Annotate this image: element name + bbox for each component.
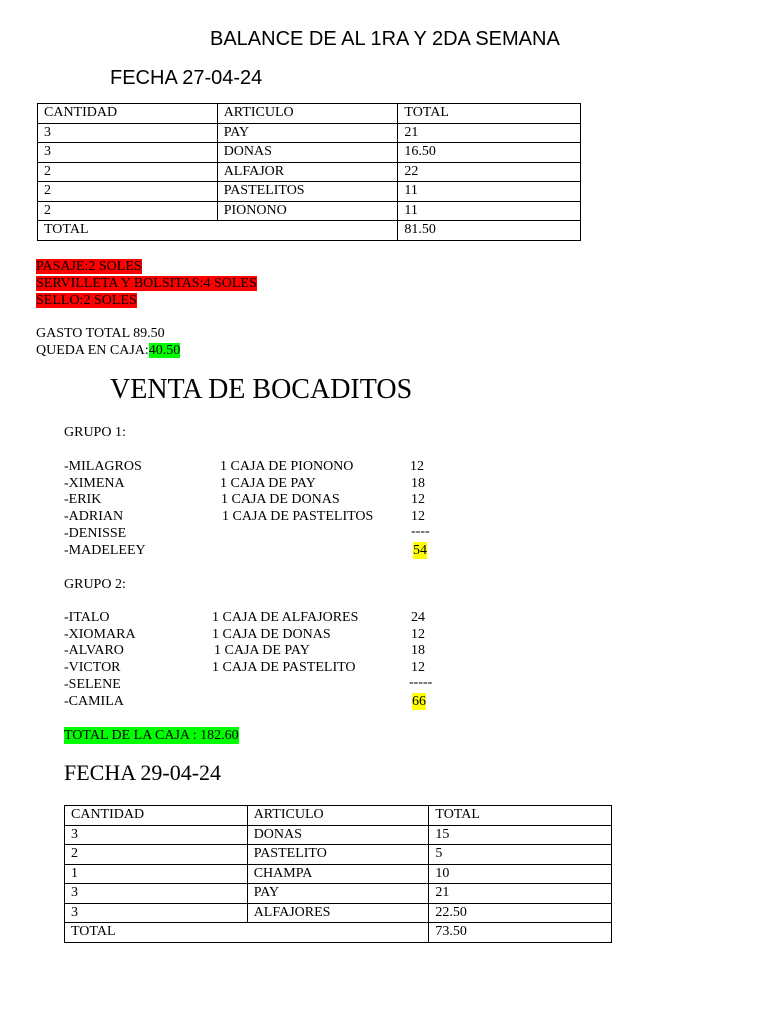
list-item-product: 1 CAJA DE DONAS	[212, 627, 331, 642]
table-row	[38, 123, 581, 143]
list-item-name: -SELENE	[64, 677, 121, 692]
cell-cantidad: 1	[65, 864, 248, 884]
total-label: TOTAL	[38, 221, 398, 241]
table-header-row	[65, 806, 612, 826]
cell-total: 22.50	[429, 903, 612, 923]
cell-cantidad: 2	[65, 845, 248, 865]
list-item-name: -ERIK	[64, 492, 102, 507]
list-item-product: 1 CAJA DE PASTELITO	[212, 660, 356, 675]
expense-item-sello: SELLO:2 SOLES	[36, 293, 137, 308]
section-title-venta: VENTA DE BOCADITOS	[110, 374, 413, 405]
cell-articulo: DONAS	[217, 143, 398, 163]
cell-articulo: PASTELITOS	[217, 182, 398, 202]
list-item-amount: 18	[411, 643, 425, 658]
list-item-product: 1 CAJA DE PASTELITOS	[222, 509, 374, 524]
list-item-name: -ALVARO	[64, 643, 124, 658]
cell-cantidad: 3	[65, 903, 248, 923]
list-item-amount: 12	[411, 509, 425, 524]
table-row	[65, 864, 612, 884]
expense-item-pasaje: PASAJE:2 SOLES	[36, 259, 142, 274]
header-articulo: ARTICULO	[247, 806, 429, 826]
cell-articulo: CHAMPA	[247, 864, 429, 884]
total-label: TOTAL	[65, 923, 429, 943]
list-item-product: 1 CAJA DE PAY	[214, 643, 310, 658]
total-value: 73.50	[429, 923, 612, 943]
cell-articulo: ALFAJOR	[217, 162, 398, 182]
gasto-total: GASTO TOTAL 89.50	[36, 326, 165, 341]
cell-total: 10	[429, 864, 612, 884]
cell-total: 11	[398, 201, 581, 221]
cell-total: 21	[398, 123, 581, 143]
cell-cantidad: 3	[65, 884, 248, 904]
table-total-row	[65, 923, 612, 943]
list-item-name: -XIOMARA	[64, 627, 136, 642]
list-item-product: 1 CAJA DE PAY	[220, 476, 316, 491]
table-row	[65, 845, 612, 865]
list-item-name: -VICTOR	[64, 660, 121, 675]
cell-total: 15	[429, 825, 612, 845]
list-item-amount: 12	[411, 627, 425, 642]
table-row	[65, 903, 612, 923]
list-item-amount: ----	[411, 524, 430, 539]
table-row	[38, 143, 581, 163]
cell-total: 5	[429, 845, 612, 865]
cell-cantidad: 2	[38, 182, 218, 202]
list-item-name: -DENISSE	[64, 526, 127, 541]
header-total: TOTAL	[398, 104, 581, 124]
table-row	[38, 201, 581, 221]
list-item-amount: 18	[411, 476, 425, 491]
list-item-product: 1 CAJA DE PIONONO	[220, 459, 354, 474]
list-item-name: -MILAGROS	[64, 459, 142, 474]
list-item-name: -ITALO	[64, 610, 110, 625]
cell-total: 11	[398, 182, 581, 202]
sales-table-2	[64, 805, 612, 943]
cell-cantidad: 3	[65, 825, 248, 845]
cell-total: 16.50	[398, 143, 581, 163]
list-item-amount: 12	[410, 459, 424, 474]
list-item-amount: 12	[411, 492, 425, 507]
cell-total: 21	[429, 884, 612, 904]
header-total: TOTAL	[429, 806, 612, 826]
cell-articulo: ALFAJORES	[247, 903, 429, 923]
cell-articulo: PIONONO	[217, 201, 398, 221]
cell-articulo: DONAS	[247, 825, 429, 845]
table-row	[65, 825, 612, 845]
table-header-row	[38, 104, 581, 124]
date-heading-1: FECHA 27-04-24	[110, 67, 263, 89]
list-item-amount: 24	[411, 610, 425, 625]
cell-cantidad: 2	[38, 162, 218, 182]
grupo2-subtotal: 66	[412, 694, 426, 709]
header-articulo: ARTICULO	[217, 104, 398, 124]
cell-cantidad: 3	[38, 123, 218, 143]
table-row	[65, 884, 612, 904]
cell-articulo: PASTELITO	[247, 845, 429, 865]
list-item-amount: -----	[409, 675, 433, 690]
grupo2-label: GRUPO 2:	[64, 577, 126, 592]
cell-cantidad: 2	[38, 201, 218, 221]
table-row	[38, 182, 581, 202]
grupo1-label: GRUPO 1:	[64, 425, 126, 440]
sales-table-1	[37, 103, 581, 241]
list-item-name: -XIMENA	[64, 476, 125, 491]
table-total-row	[38, 221, 581, 241]
queda-label: QUEDA EN CAJA:	[36, 343, 149, 358]
list-item-name: -ADRIAN	[64, 509, 124, 524]
header-cantidad: CANTIDAD	[65, 806, 248, 826]
cell-articulo: PAY	[247, 884, 429, 904]
cell-articulo: PAY	[217, 123, 398, 143]
cell-cantidad: 3	[38, 143, 218, 163]
list-item-product: 1 CAJA DE DONAS	[221, 492, 340, 507]
queda-value: 40.50	[148, 343, 181, 358]
table-row	[38, 162, 581, 182]
list-item-product: 1 CAJA DE ALFAJORES	[212, 610, 359, 625]
grupo1-subtotal: 54	[413, 543, 427, 558]
document-title: BALANCE DE AL 1RA Y 2DA SEMANA	[210, 28, 560, 50]
header-cantidad: CANTIDAD	[38, 104, 218, 124]
date-heading-2: FECHA 29-04-24	[64, 760, 222, 785]
list-item-amount: 12	[411, 660, 425, 675]
list-item-name: -MADELEEY	[64, 543, 146, 558]
expense-list	[36, 258, 257, 309]
queda-en-caja	[36, 342, 180, 359]
total-value: 81.50	[398, 221, 581, 241]
total-caja: TOTAL DE LA CAJA : 182.60	[64, 728, 239, 743]
list-item-name: -CAMILA	[64, 694, 124, 709]
cell-total: 22	[398, 162, 581, 182]
expense-item-servilleta: SERVILLETA Y BOLSITAS:4 SOLES	[36, 276, 257, 291]
